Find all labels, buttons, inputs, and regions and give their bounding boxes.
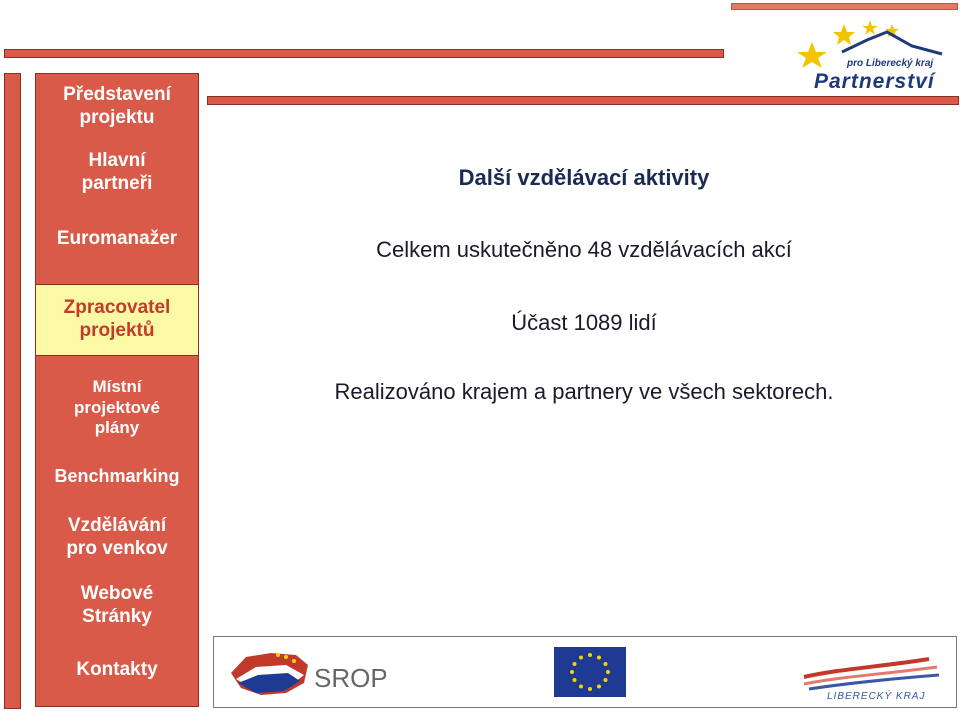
sidebar-item-benchmarking[interactable] [36, 462, 198, 492]
sidebar-item-label: Benchmarking [54, 466, 180, 487]
page-title: Další vzdělávací aktivity [458, 165, 710, 190]
footer-logos [213, 636, 957, 708]
srop-logo [226, 643, 386, 703]
logo-subtitle: pro Liberecký kraj [847, 58, 934, 69]
sidebar-item-kontakty[interactable] [36, 654, 198, 686]
sidebar-item-label: Zpracovatel projektů [63, 297, 171, 341]
partnerstvi-logo [792, 14, 952, 94]
sidebar-item-euromanazer[interactable] [36, 222, 198, 256]
content-line-ucast: Účast 1089 lidí [511, 310, 657, 335]
star-icon [797, 42, 827, 68]
content-line-realizovano: Realizováno krajem a partnery ve všech sektorech. [334, 379, 834, 404]
content-top-decorative-bar [207, 96, 959, 105]
eu-flag-logo [554, 647, 626, 697]
sidebar-item-label: Místní projektové plány [74, 377, 160, 438]
sidebar-item-label: Euromanažer [56, 227, 178, 249]
left-decorative-bar [4, 73, 21, 709]
top-right-decorative-bar [731, 3, 958, 10]
content-line-akce: Celkem uskutečněno 48 vzdělávacích akcí [376, 237, 792, 262]
sidebar-item-label: Hlavní partneři [81, 150, 153, 194]
sidebar-item-label: Představení projektu [63, 84, 171, 128]
top-decorative-bar [4, 49, 724, 58]
sidebar-item-vzdelavani-pro-venkov[interactable] [36, 508, 198, 568]
star-icon [833, 24, 855, 45]
star-icon [862, 20, 878, 35]
logo-title: Partnerství [814, 70, 935, 93]
sidebar-item-mistni-projektove-plany[interactable] [36, 368, 198, 448]
sidebar-nav [35, 73, 199, 707]
sidebar-item-label: Vzdělávání pro venkov [66, 515, 168, 559]
liberecky-kraj-logo [799, 647, 949, 703]
sidebar-item-label: Webové Stránky [80, 583, 154, 627]
liberecky-label: LIBERECKÝ KRAJ [827, 691, 926, 702]
sidebar-item-webove-stranky[interactable] [36, 576, 198, 636]
sidebar-item-hlavni-partneri[interactable] [36, 144, 198, 202]
sidebar-item-predstaveni-projektu[interactable] [36, 78, 198, 136]
sidebar-item-zpracovatel-projektu[interactable] [36, 284, 198, 356]
srop-label: SROP [314, 663, 386, 693]
sidebar-item-label: Kontakty [76, 658, 158, 680]
